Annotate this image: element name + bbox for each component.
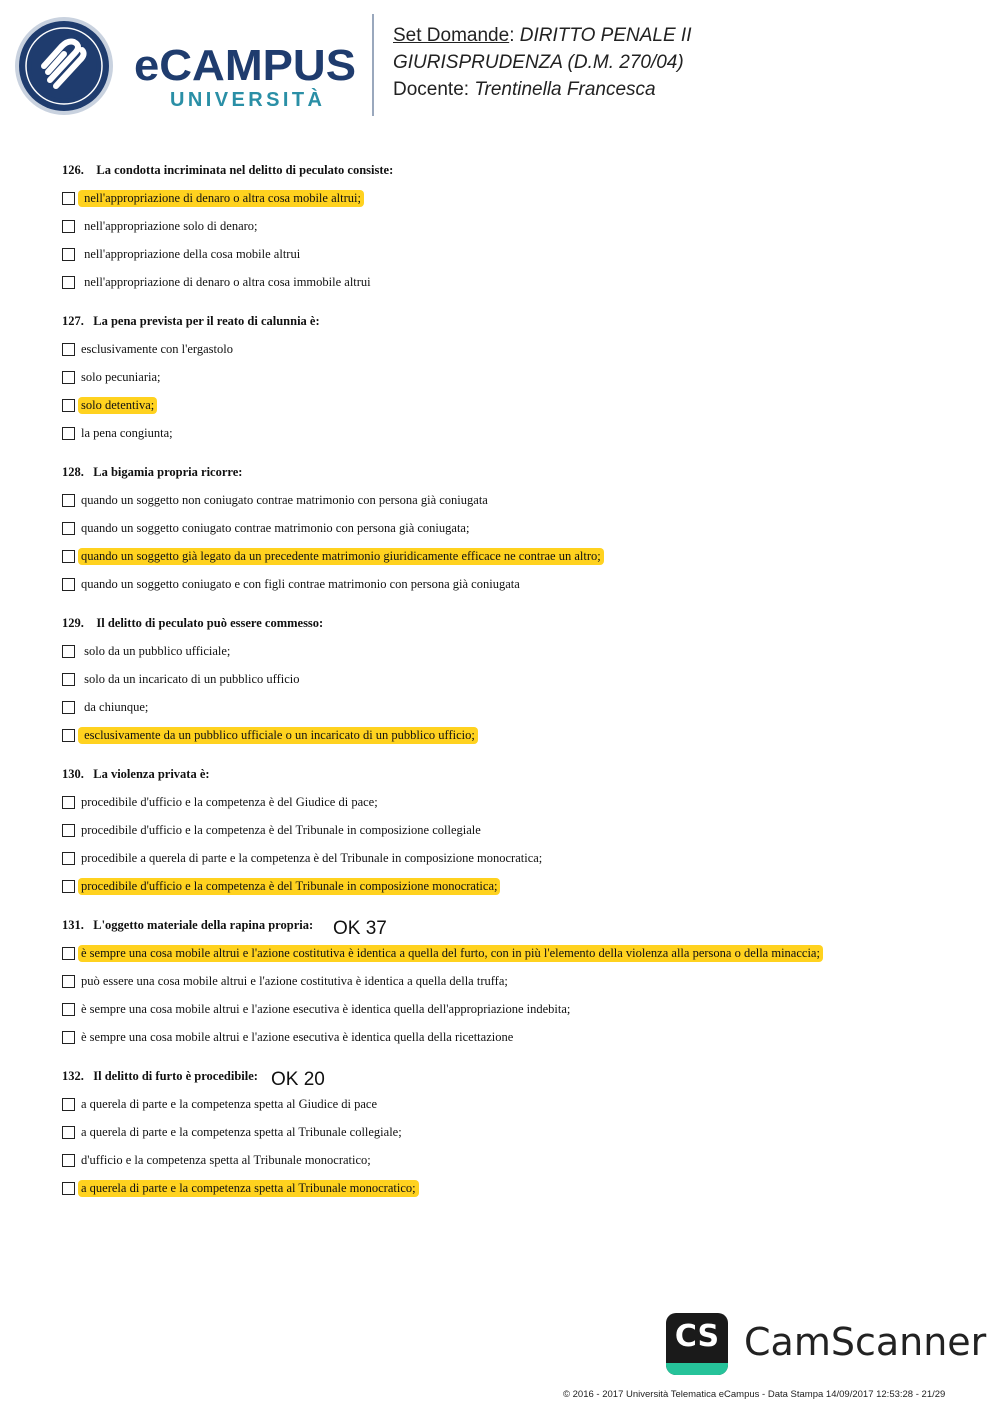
answer-text: quando un soggetto coniugato e con figli contrae matrimonio con persona già coniugata bbox=[81, 576, 520, 591]
answer-text: quando un soggetto non coniugato contrae matrimonio con persona già coniugata bbox=[81, 492, 488, 507]
answer-text: da chiunque; bbox=[81, 699, 149, 714]
answer-option[interactable] bbox=[62, 821, 484, 839]
answer-text-highlighted: quando un soggetto già legato da un precedente matrimonio giuridicamente efficace ne contrae un altro; bbox=[78, 548, 604, 565]
answer-checkbox[interactable] bbox=[62, 494, 75, 507]
page-footer: © 2016 - 2017 Università Telematica eCampus - Data Stampa 14/09/2017 12:53:28 - 21/29 bbox=[563, 1389, 946, 1400]
answer-checkbox[interactable] bbox=[62, 371, 75, 384]
answer-text: è sempre una cosa mobile altrui e l'azione esecutiva è identica quella della ricettazione bbox=[81, 1029, 514, 1044]
answer-checkbox[interactable] bbox=[62, 522, 75, 535]
page-header bbox=[0, 0, 1000, 130]
set-label: Set Domande bbox=[393, 25, 510, 46]
answer-checkbox[interactable] bbox=[62, 824, 75, 837]
answer-option[interactable] bbox=[62, 670, 302, 688]
answer-text: procedibile d'ufficio e la competenza è del Tribunale in composizione collegiale bbox=[81, 822, 481, 837]
answer-text: solo pecuniaria; bbox=[81, 369, 161, 384]
answer-checkbox[interactable] bbox=[62, 796, 75, 809]
logo-sub-text: UNIVERSITÀ bbox=[170, 89, 322, 111]
answer-option[interactable] bbox=[62, 245, 303, 263]
answer-option[interactable] bbox=[62, 1179, 419, 1197]
question-title: 129. Il delitto di peculato può essere commesso: bbox=[62, 616, 324, 630]
answer-checkbox[interactable] bbox=[62, 220, 75, 233]
docente-value: Trentinella Francesca bbox=[474, 79, 656, 100]
answer-option[interactable] bbox=[62, 547, 604, 565]
answer-text: procedibile d'ufficio e la competenza è del Giudice di pace; bbox=[81, 794, 378, 809]
answer-text: esclusivamente con l'ergastolo bbox=[81, 341, 233, 356]
handwritten-note: OK 20 bbox=[271, 1069, 325, 1090]
answer-checkbox[interactable] bbox=[62, 701, 75, 714]
logo-word-text: eCAMPUS bbox=[134, 41, 356, 90]
answer-option[interactable] bbox=[62, 972, 511, 990]
ecampus-seal-icon bbox=[14, 16, 114, 116]
answer-option[interactable] bbox=[62, 793, 381, 811]
answer-text-highlighted: nell'appropriazione di denaro o altra cosa mobile altrui; bbox=[78, 190, 364, 207]
set-sep: : bbox=[509, 25, 520, 46]
header-divider bbox=[372, 14, 374, 116]
answer-checkbox[interactable] bbox=[62, 343, 75, 356]
docente-line bbox=[393, 76, 692, 103]
answer-checkbox[interactable] bbox=[62, 947, 75, 960]
answer-option[interactable] bbox=[62, 189, 364, 207]
answer-checkbox[interactable] bbox=[62, 578, 75, 591]
question-title: 126. La condotta incriminata nel delitto di peculato consiste: bbox=[62, 163, 394, 177]
answer-checkbox[interactable] bbox=[62, 975, 75, 988]
camscanner-icon-band bbox=[666, 1363, 728, 1375]
answer-option[interactable] bbox=[62, 519, 472, 537]
answer-text-highlighted: è sempre una cosa mobile altrui e l'azione costitutiva è identica a quella del furto, con in più l'elemento della violenza alla persona o della minaccia; bbox=[78, 945, 823, 962]
answer-option[interactable] bbox=[62, 1151, 374, 1169]
question-title: 128. La bigamia propria ricorre: bbox=[62, 465, 243, 479]
answer-text: a querela di parte e la competenza spetta al Giudice di pace bbox=[81, 1096, 378, 1111]
docente-label: Docente: bbox=[393, 79, 475, 100]
answer-checkbox[interactable] bbox=[62, 276, 75, 289]
question-title: 131. L'oggetto materiale della rapina propria: bbox=[62, 918, 314, 932]
handwritten-note: OK 37 bbox=[333, 918, 387, 939]
answer-text-highlighted: procedibile d'ufficio e la competenza è del Tribunale in composizione monocratica; bbox=[78, 878, 500, 895]
answer-checkbox[interactable] bbox=[62, 550, 75, 563]
answer-text: nell'appropriazione della cosa mobile altrui bbox=[81, 246, 301, 261]
answer-option[interactable] bbox=[62, 368, 164, 386]
answer-option[interactable] bbox=[62, 396, 157, 414]
answer-checkbox[interactable] bbox=[62, 248, 75, 261]
answer-text-highlighted: solo detentiva; bbox=[78, 397, 157, 414]
answer-option[interactable] bbox=[62, 726, 478, 744]
answer-option[interactable] bbox=[62, 424, 176, 442]
answer-text: nell'appropriazione solo di denaro; bbox=[81, 218, 258, 233]
question-title: 127. La pena prevista per il reato di calunnia è: bbox=[62, 314, 320, 328]
answer-option[interactable] bbox=[62, 944, 823, 962]
answer-option[interactable] bbox=[62, 217, 261, 235]
answer-checkbox[interactable] bbox=[62, 1126, 75, 1139]
answer-text: può essere una cosa mobile altrui e l'azione costitutiva è identica a quella della truffa; bbox=[81, 973, 508, 988]
answer-text: solo da un incaricato di un pubblico ufficio bbox=[81, 671, 300, 686]
answer-checkbox[interactable] bbox=[62, 852, 75, 865]
answer-checkbox[interactable] bbox=[62, 645, 75, 658]
answer-checkbox[interactable] bbox=[62, 1154, 75, 1167]
question-title: 130. La violenza privata è: bbox=[62, 767, 210, 781]
answer-text: d'ufficio e la competenza spetta al Tribunale monocratico; bbox=[81, 1152, 371, 1167]
answer-option[interactable] bbox=[62, 849, 545, 867]
answer-option[interactable] bbox=[62, 575, 523, 593]
course-line: GIURISPRUDENZA (D.M. 270/04) bbox=[393, 52, 684, 73]
answer-checkbox[interactable] bbox=[62, 427, 75, 440]
header-info bbox=[393, 22, 692, 103]
answer-text: a querela di parte e la competenza spetta al Tribunale collegiale; bbox=[81, 1124, 402, 1139]
answer-option[interactable] bbox=[62, 273, 374, 291]
answer-checkbox[interactable] bbox=[62, 1098, 75, 1111]
answer-option[interactable] bbox=[62, 1123, 405, 1141]
answer-option[interactable] bbox=[62, 1095, 380, 1113]
answer-option[interactable] bbox=[62, 1028, 516, 1046]
answer-checkbox[interactable] bbox=[62, 880, 75, 893]
answer-option[interactable] bbox=[62, 698, 151, 716]
answer-option[interactable] bbox=[62, 877, 500, 895]
camscanner-icon-text: CS bbox=[674, 1319, 720, 1354]
answer-text-highlighted: esclusivamente da un pubblico ufficiale o un incaricato di un pubblico ufficio; bbox=[78, 727, 478, 744]
answer-option[interactable] bbox=[62, 340, 236, 358]
answer-option[interactable] bbox=[62, 642, 233, 660]
answer-option[interactable] bbox=[62, 1000, 573, 1018]
set-line bbox=[393, 22, 692, 49]
question-title: 132. Il delitto di furto è procedibile: bbox=[62, 1069, 258, 1083]
answer-text: procedibile a querela di parte e la competenza è del Tribunale in composizione monocratica; bbox=[81, 850, 543, 865]
answer-checkbox[interactable] bbox=[62, 1031, 75, 1044]
answer-checkbox[interactable] bbox=[62, 729, 75, 742]
set-value: DIRITTO PENALE II bbox=[519, 25, 692, 46]
ecampus-wordmark bbox=[134, 40, 359, 118]
answer-text: è sempre una cosa mobile altrui e l'azione esecutiva è identica quella dell'appropriazione indebita; bbox=[81, 1001, 571, 1016]
camscanner-name: CamScanner bbox=[744, 1320, 987, 1364]
answer-text: la pena congiunta; bbox=[81, 425, 173, 440]
answer-checkbox[interactable] bbox=[62, 399, 75, 412]
answer-text: solo da un pubblico ufficiale; bbox=[81, 643, 231, 658]
answer-text: nell'appropriazione di denaro o altra cosa immobile altrui bbox=[81, 274, 371, 289]
answer-checkbox[interactable] bbox=[62, 1003, 75, 1016]
answer-checkbox[interactable] bbox=[62, 1182, 75, 1195]
answer-checkbox[interactable] bbox=[62, 673, 75, 686]
answer-option[interactable] bbox=[62, 491, 491, 509]
answer-text: quando un soggetto coniugato contrae matrimonio con persona già coniugata; bbox=[81, 520, 470, 535]
camscanner-icon bbox=[666, 1313, 728, 1375]
answer-text-highlighted: a querela di parte e la competenza spetta al Tribunale monocratico; bbox=[78, 1180, 419, 1197]
answer-checkbox[interactable] bbox=[62, 192, 75, 205]
